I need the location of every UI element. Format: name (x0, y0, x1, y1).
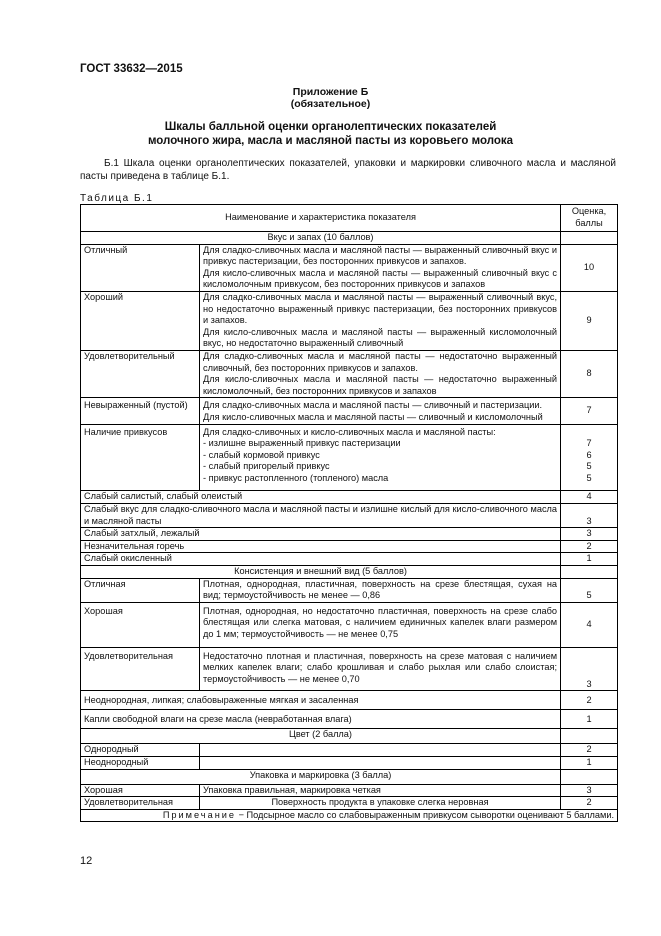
desc-sour: Для кисло-сливочных масла и масляной пасты — сливочный и кисломолочный (203, 411, 543, 422)
row-description: Упаковка правильная, маркировка четкая (200, 784, 561, 797)
row-name: Удовлетворительная (81, 797, 200, 810)
table-row (81, 602, 618, 647)
row-text: Слабый затхлый, лежалый (81, 528, 561, 541)
row-score: 8 (561, 350, 618, 397)
row-description (200, 398, 561, 424)
table-header-row (81, 205, 618, 232)
section-title-color: Цвет (2 балла) (81, 729, 561, 744)
section-title-taste: Вкус и запах (10 баллов) (81, 232, 561, 245)
row-text: Слабый вкус для сладко-сливочного масла и масляной пасты и излишне кислый для кисло-сливочного масла и масляной пасты (81, 504, 561, 528)
appendix-title: Приложение Б (292, 86, 369, 98)
row-name: Удовлетворительная (81, 647, 200, 691)
off-flavor-item: - слабый кормовой привкус (203, 449, 320, 460)
table-row (81, 244, 618, 291)
table-row (81, 710, 618, 729)
row-score: 4 (561, 491, 618, 504)
section-row (81, 232, 618, 245)
row-text: Капли свободной влаги на срезе масла (невработанная влага) (81, 710, 561, 729)
table-row (81, 578, 618, 602)
table-row (81, 528, 618, 541)
section-row (81, 566, 618, 579)
off-flavor-heading: Для сладко-сливочных и кисло-сливочных масла и масляной пасты: (203, 426, 496, 437)
table-row (81, 491, 618, 504)
table-row (81, 553, 618, 566)
table-row (81, 540, 618, 553)
row-text: Незначительная горечь (81, 540, 561, 553)
section-row (81, 769, 618, 784)
desc-sour: Для кисло-сливочных масла и масляной пасты — выраженный кисломолочный вкус, но недостаточно выраженный сливочный (203, 326, 558, 349)
row-score: 9 (561, 291, 618, 350)
title-line-1: Шкалы балльной оценки органолептических показателей (164, 121, 497, 133)
note-text: − Подсырное масло со слабовыраженным привкусом сыворотки оценивают 5 баллами. (236, 809, 615, 820)
table-row (81, 504, 618, 528)
table-row (81, 424, 618, 491)
row-name: Отличный (81, 244, 200, 291)
table-row (81, 350, 618, 397)
appendix-heading (0, 86, 661, 110)
row-description (200, 350, 561, 397)
section-title-packaging: Упаковка и маркировка (3 балла) (81, 769, 561, 784)
row-description (200, 244, 561, 291)
row-name: Наличие привкусов (81, 424, 200, 491)
row-score: 5 (561, 578, 618, 602)
off-flavor-list (200, 424, 561, 491)
row-score: 2 (561, 744, 618, 757)
row-score: 7 (586, 438, 592, 449)
desc-sweet: Для сладко-сливочных масла и масляной пасты — недостаточно выраженный сливочный, без посторонних привкусов и запахов. (203, 350, 558, 373)
table-row (81, 398, 618, 424)
table-row (81, 756, 618, 769)
off-flavor-item: - слабый пригорелый привкус (203, 461, 330, 472)
table-note (81, 809, 618, 822)
row-name: Хороший (81, 291, 200, 350)
row-score: 2 (561, 691, 618, 710)
document-title (0, 120, 661, 148)
desc-sweet: Для сладко-сливочных масла и масляной пасты — выраженный сливочный вкус, но недостаточно выраженный привкус пастеризации, без посторонних привкусов и запахов. (203, 291, 558, 326)
table-note-row (81, 809, 618, 822)
row-score: 1 (561, 756, 618, 769)
table-row (81, 291, 618, 350)
section-title-consistency: Консистенция и внешний вид (5 баллов) (81, 566, 561, 579)
row-name: Удовлетворительный (81, 350, 200, 397)
row-score: 10 (561, 244, 618, 291)
intro-paragraph: Б.1 Шкала оценки органолептических показателей, упаковки и маркировки сливочного масла и масляной пасты приведена в таблице Б.1. (80, 158, 616, 182)
table-row (81, 784, 618, 797)
off-flavor-item: - привкус растопленного (топленого) масла (203, 472, 389, 483)
desc-sour: Для кисло-сливочных масла и масляной пасты — недостаточно выраженный кисломолочный, без посторонних привкусов и запахов (203, 374, 558, 396)
row-score: 3 (561, 784, 618, 797)
row-description: Плотная, однородная, но недостаточно пластичная, поверхность на срезе слабо блестящая или слегка матовая, с наличием единичных капелек влаги размером до 1 мм; термоустойчивость — не менее 0,75 (200, 602, 561, 647)
row-score: 7 (561, 398, 618, 424)
table-row (81, 797, 618, 810)
off-flavor-item: - излишне выраженный привкус пастеризации (203, 438, 401, 449)
row-score: 4 (561, 602, 618, 647)
document-code: ГОСТ 33632—2015 (80, 63, 183, 75)
row-name: Невыраженный (пустой) (81, 398, 200, 424)
page-number: 12 (80, 855, 93, 867)
row-name: Хорошая (81, 602, 200, 647)
column-header-name: Наименование и характеристика показателя (81, 205, 561, 232)
row-score: 2 (561, 540, 618, 553)
row-text: Неоднородный (81, 756, 200, 769)
row-score: 2 (561, 797, 618, 810)
row-text: Слабый окисленный (81, 553, 561, 566)
table-caption: Таблица Б.1 (80, 193, 154, 204)
row-name: Хорошая (81, 784, 200, 797)
row-text: Неоднородная, липкая; слабовыраженные мягкая и засаленная (81, 691, 561, 710)
desc-sweet: Для сладко-сливочных масла и масляной пасты — сливочный и пастеризации. (203, 400, 543, 411)
note-label: Примечание (162, 809, 237, 820)
row-score: 1 (561, 710, 618, 729)
row-text: Однородный (81, 744, 200, 757)
row-score: 3 (561, 647, 618, 691)
table-row (81, 691, 618, 710)
row-score: 3 (561, 504, 618, 528)
appendix-status: (обязательное) (290, 98, 371, 110)
row-score: 5 (586, 472, 592, 483)
row-name: Отличная (81, 578, 200, 602)
table-row (81, 647, 618, 691)
row-score: 6 (586, 449, 592, 460)
desc-sour: Для кисло-сливочных масла и масляной пасты — выраженный сливочный вкус с кисломолочным привкусом, без посторонних привкусов и запахов (203, 267, 558, 290)
column-header-score: Оценка, баллы (561, 205, 618, 232)
score-table (80, 204, 618, 822)
row-description (200, 291, 561, 350)
off-flavor-scores (561, 424, 618, 491)
row-description: Плотная, однородная, пластичная, поверхность на срезе блестящая, сухая на вид; термоустойчивость не менее — 0,86 (200, 578, 561, 602)
table-row (81, 744, 618, 757)
row-description: Недостаточно плотная и пластичная, поверхность на срезе матовая с наличием мелких капелек влаги; слабо крошливая и слабо рыхлая или слабо слоистая; термоустойчивость — не менее 0,70 (200, 647, 561, 691)
row-score: 5 (586, 461, 592, 472)
section-row (81, 729, 618, 744)
row-description: Поверхность продукта в упаковке слегка неровная (200, 797, 561, 810)
row-score: 3 (561, 528, 618, 541)
row-score: 1 (561, 553, 618, 566)
title-line-2: молочного жира, масла и масляной пасты из коровьего молока (147, 135, 514, 147)
row-text: Слабый салистый, слабый олеистый (81, 491, 561, 504)
desc-sweet: Для сладко-сливочных масла и масляной пасты — выраженный сливочный вкус и привкус пастеризации, без посторонних привкусов и запахов. (203, 244, 558, 267)
